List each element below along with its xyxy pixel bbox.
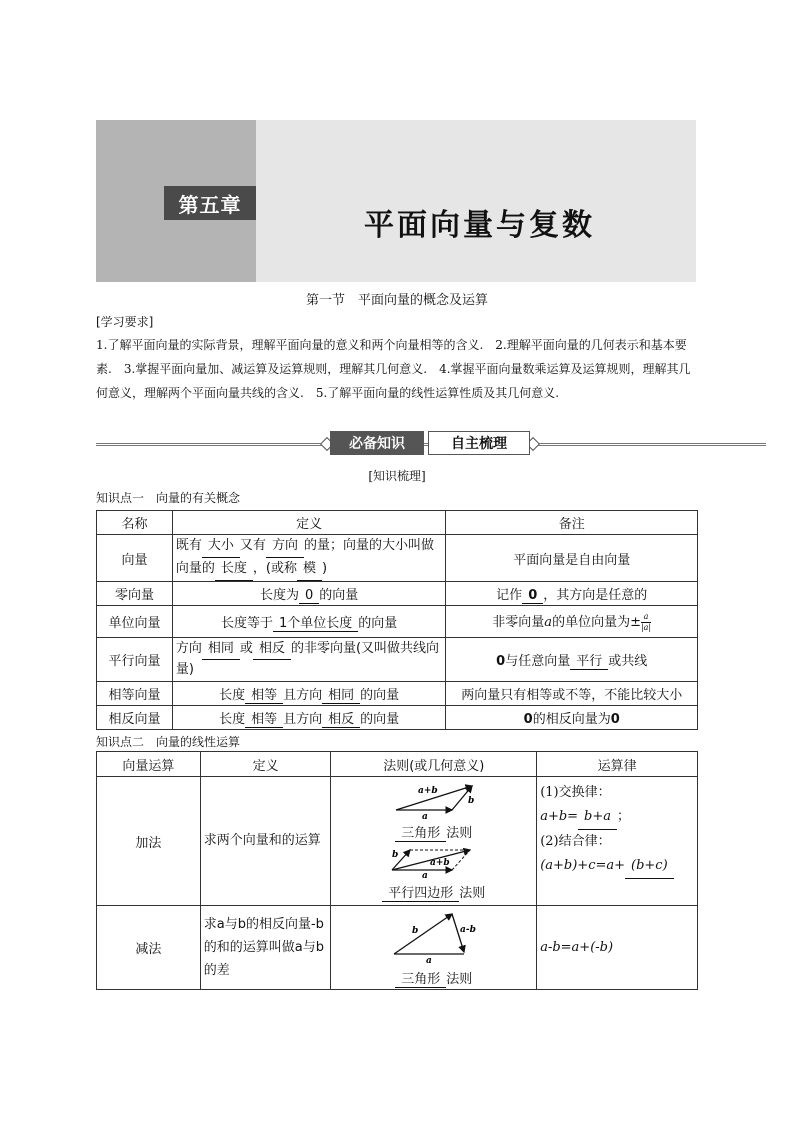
label-a-plus-b: a+b — [429, 858, 450, 868]
row-definition: 既有 大小 又有 方向 的量；向量的大小叫做向量的 长度 ，(或称 模 ) — [172, 535, 446, 582]
table-row — [97, 706, 698, 730]
blank-answer: 1个单位长度 — [273, 612, 358, 632]
table-row — [97, 582, 698, 606]
label-a: a — [425, 955, 432, 964]
table-row — [97, 682, 698, 706]
section-title: 第一节 平面向量的概念及运算 — [305, 293, 488, 308]
linear-operations-table — [96, 751, 698, 990]
table-header: 定义 — [172, 511, 446, 535]
row-name: 向量 — [97, 535, 173, 582]
row-law: (1)交换律： a+b= b+a ； (2)结合律： (a+b)+c=a+ (b+c) — [537, 777, 698, 906]
requirements-label: [学习要求] — [96, 315, 154, 329]
parallelogram-rule-diagram — [374, 844, 494, 878]
knowledge-subtitle: [知识梳理] — [368, 469, 426, 483]
row-definition: 长度 相等 且方向 相同 的向量 — [172, 682, 446, 706]
blank-answer: 长度 — [215, 558, 253, 581]
row-note: 0与任意向量 平行 或共线 — [446, 638, 698, 682]
row-note: 两向量只有相等或不等，不能比较大小 — [446, 682, 698, 706]
blank-answer: 平行 — [570, 650, 608, 670]
row-name: 减法 — [97, 906, 201, 990]
blank-answer: (b+c) — [625, 854, 674, 879]
table-header: 运算律 — [537, 752, 698, 777]
table-row — [97, 777, 698, 906]
concept-table — [96, 510, 698, 730]
row-name: 相反向量 — [97, 706, 173, 730]
row-note: 记作 0 ，其方向是任意的 — [446, 582, 698, 606]
table-header: 名称 — [97, 511, 173, 535]
row-note: 0的相反向量为0 — [446, 706, 698, 730]
blank-answer: 三角形 — [395, 968, 446, 988]
table-header-row — [97, 752, 698, 777]
table-row — [97, 535, 698, 582]
blank-answer: 相同 — [322, 684, 360, 704]
table-row — [97, 906, 698, 990]
label-b: b — [411, 925, 419, 936]
table-header: 向量运算 — [97, 752, 201, 777]
blank-answer: b+a — [578, 805, 617, 830]
label-a-minus-b: a-b — [459, 924, 476, 935]
blank-answer: 大小 — [202, 535, 240, 558]
label-b: b — [391, 850, 399, 860]
row-note: 非零向量a的单位向量为± $\frac{a}{|a|}$ — [446, 606, 698, 638]
blank-answer: 模 — [297, 558, 322, 581]
requirements-text: 1.了解平面向量的实际背景，理解平面向量的意义和两个向量相等的含义. 2.理解平面向量的几何表示和基本要素. 3.掌握平面向量加、减运算及运算规则，理解其几何意义. 4.掌握平面向量数乘运算及运算规则，理解其几何意义，理解两个平面向量共线的含义. 5.了解平面向量的线性运算性质及其几何意义. — [96, 338, 691, 400]
row-law: a-b=a+(-b) — [537, 906, 698, 990]
row-definition: 求a与b的相反向量-b的和的运算叫做a与b的差 — [200, 906, 331, 990]
row-name: 相等向量 — [97, 682, 173, 706]
section-bar-right: 自主梳理 — [428, 431, 530, 455]
blank-answer: 三角形 — [395, 822, 446, 842]
kp1-title: 知识点一 向量的有关概念 — [96, 491, 241, 505]
label-a: a — [421, 812, 428, 820]
unit-vector-fraction: $\frac{a}{|a|}$ — [640, 611, 652, 632]
blank-answer: 方向 — [266, 535, 304, 558]
row-definition: 长度为 0 的向量 — [172, 582, 446, 606]
table-header-row — [97, 511, 698, 535]
section-bar — [330, 431, 530, 455]
table-header: 定义 — [200, 752, 331, 777]
row-definition: 长度等于 1个单位长度 的向量 — [172, 606, 446, 638]
row-definition: 求两个向量和的运算 — [200, 777, 331, 906]
label-a: a — [421, 871, 428, 878]
table-row — [97, 638, 698, 682]
chapter-banner — [96, 120, 696, 282]
blank-answer: 相反 — [253, 639, 291, 660]
blank-answer: 相反 — [322, 708, 360, 728]
blank-answer: 相等 — [245, 684, 283, 704]
row-name: 零向量 — [97, 582, 173, 606]
row-name: 加法 — [97, 777, 201, 906]
table-header: 法则(或几何意义) — [331, 752, 537, 777]
section-bar-left: 必备知识 — [330, 431, 424, 455]
row-rule: b a-b a 三角形 法则 — [331, 906, 537, 990]
row-note: 平面向量是自由向量 — [446, 535, 698, 582]
label-b: b — [467, 796, 475, 806]
kp2-title: 知识点二 向量的线性运算 — [96, 735, 241, 749]
row-definition: 长度 相等 且方向 相反 的向量 — [172, 706, 446, 730]
blank-answer: 相等 — [245, 708, 283, 728]
row-rule: a+b a b 三角形 法则 b a a+b 平行四边形 法则 — [331, 777, 537, 906]
blank-answer: 平行四边形 — [382, 882, 459, 902]
chapter-tag: 第五章 — [164, 186, 256, 220]
row-name: 单位向量 — [97, 606, 173, 638]
blank-answer: 相同 — [202, 639, 240, 660]
chapter-title: 平面向量与复数 — [364, 208, 595, 243]
blank-answer: 0 — [522, 588, 543, 604]
table-header: 备注 — [446, 511, 698, 535]
label-a-plus-b: a+b — [417, 786, 438, 796]
row-definition: 方向 相同 或 相反 的非零向量(又叫做共线向量) — [172, 638, 446, 682]
table-row — [97, 606, 698, 638]
row-name: 平行向量 — [97, 638, 173, 682]
blank-answer: 0 — [299, 588, 319, 604]
triangle-rule-diagram — [374, 780, 494, 820]
subtraction-rule-diagram — [374, 908, 494, 964]
